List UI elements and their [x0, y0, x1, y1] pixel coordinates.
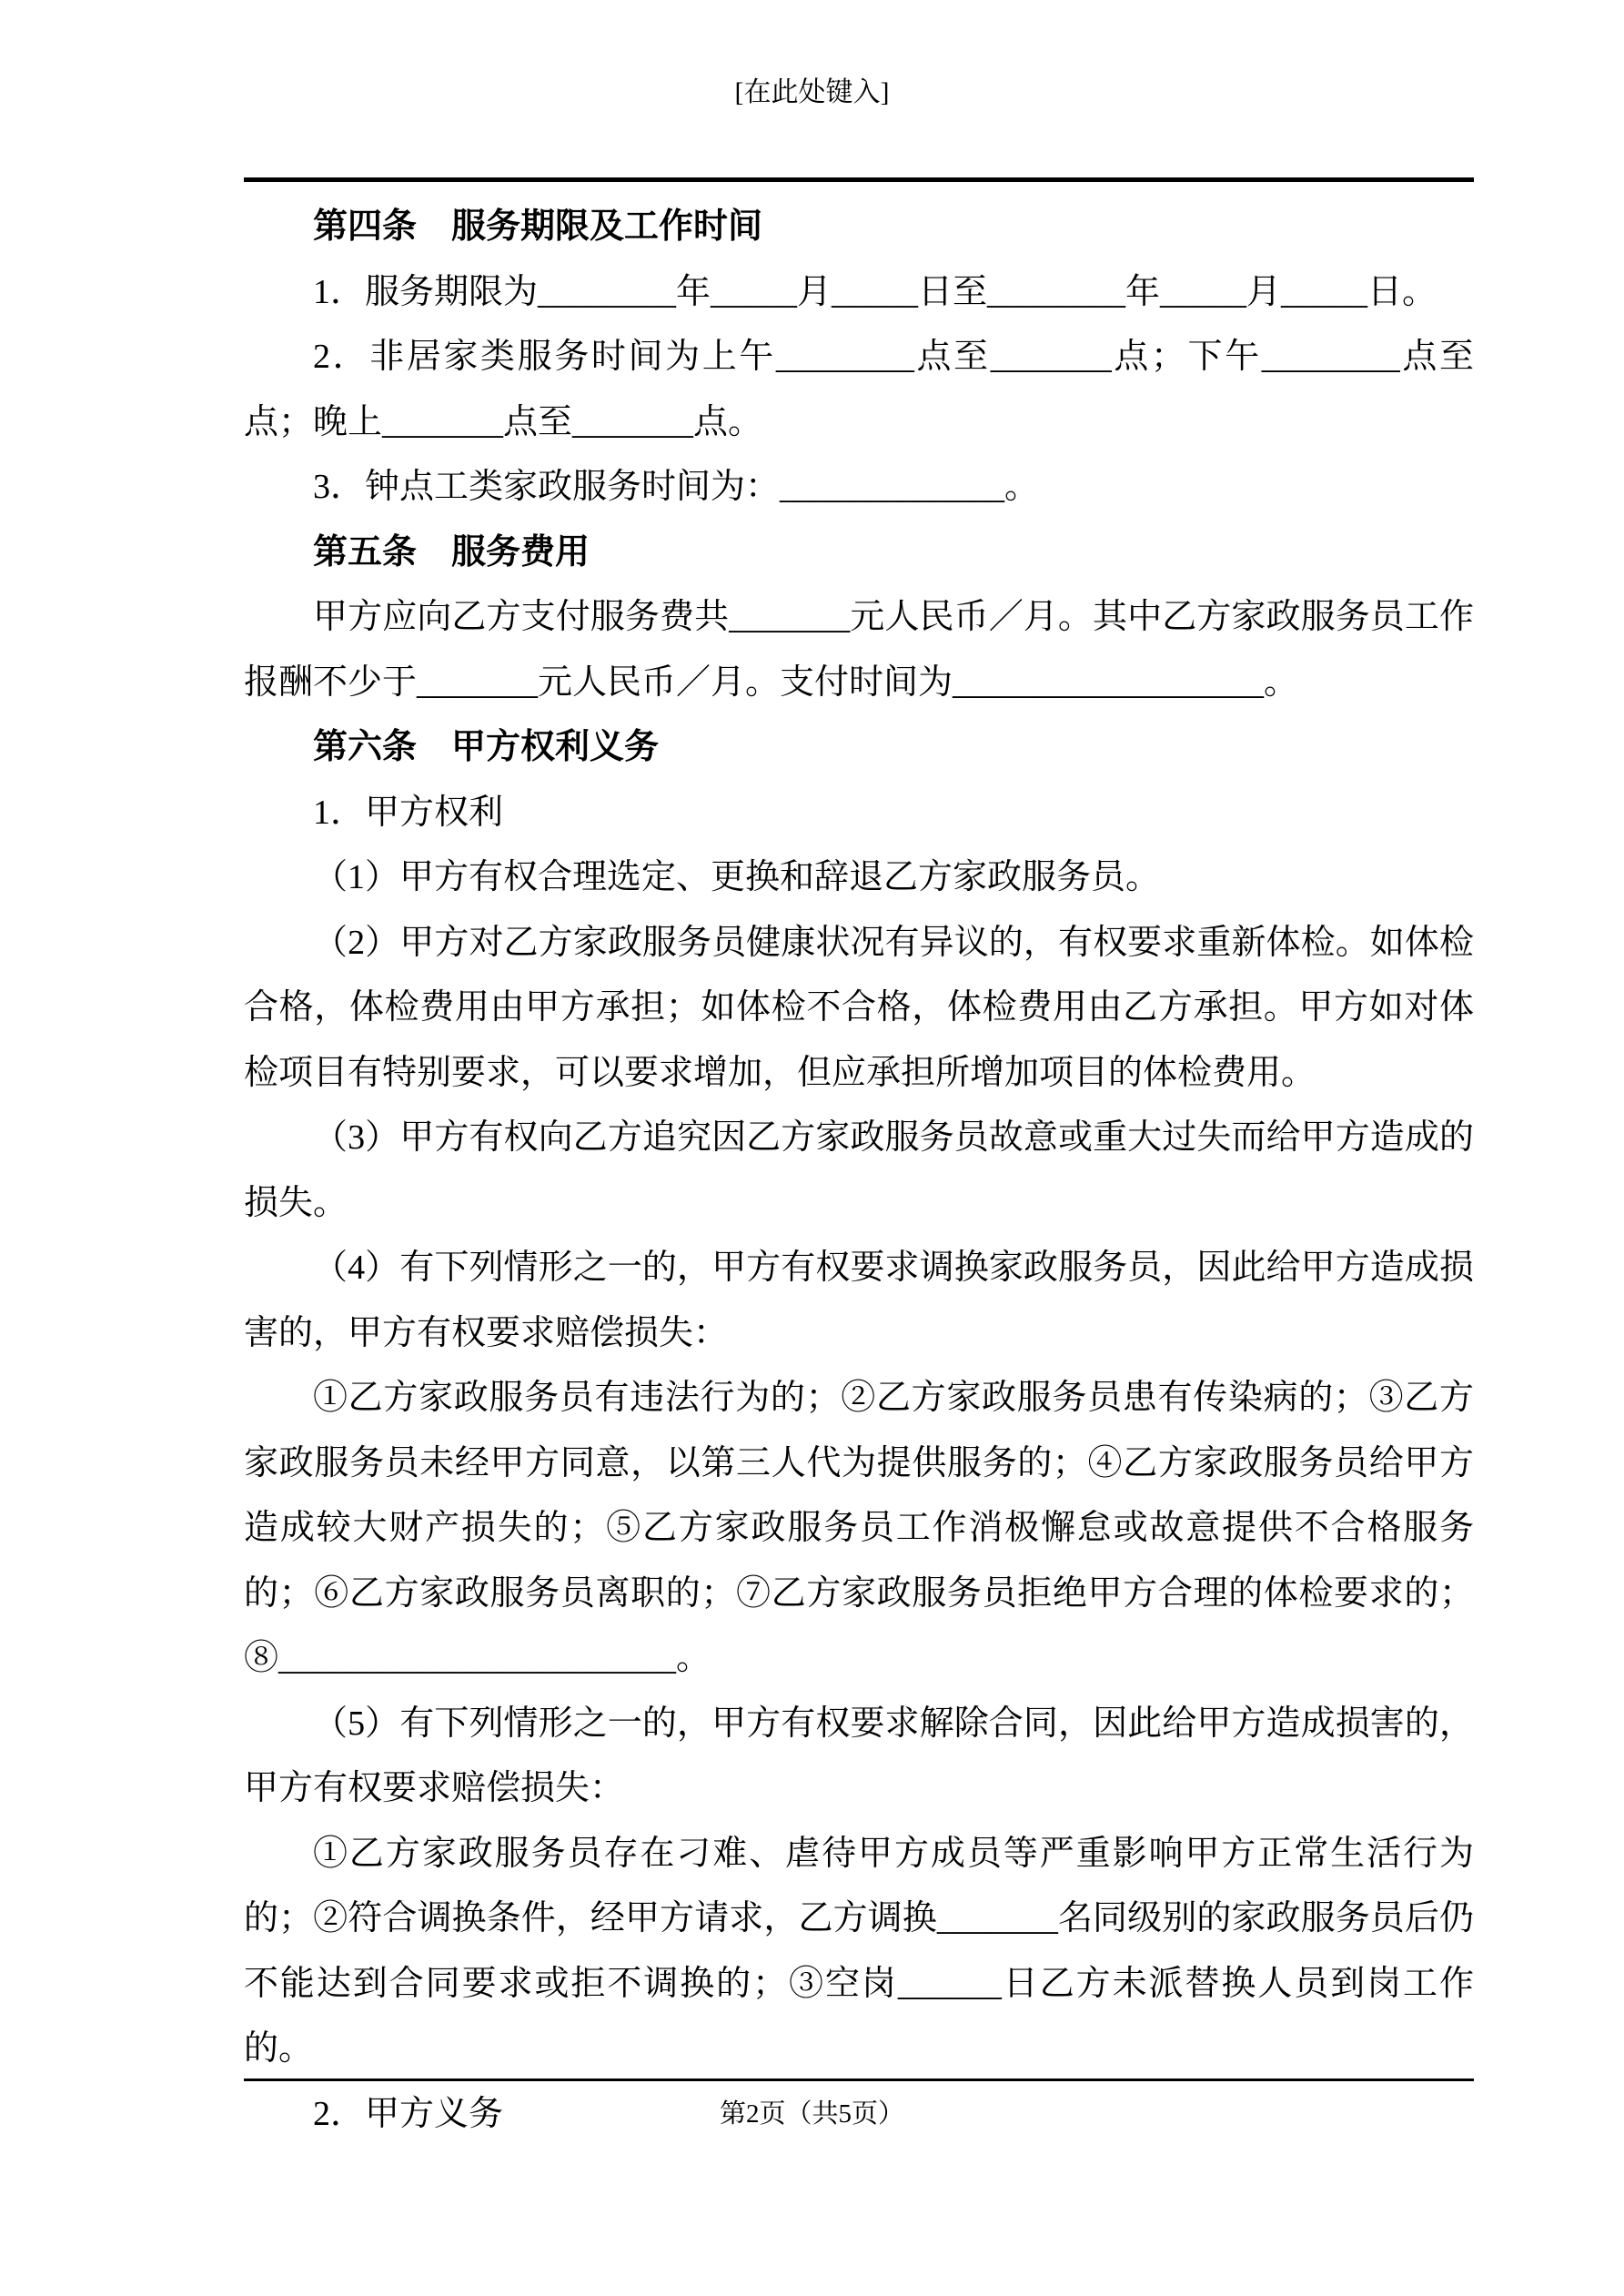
clause-right-3: （3）甲方有权向乙方追究因乙方家政服务员故意或重大过失而给甲方造成的损失。 — [244, 1118, 1474, 1222]
clause-right-4: （4）有下列情形之一的，甲方有权要求调换家政服务员，因此给甲方造成损害的，甲方有权要求赔偿损失： — [244, 1249, 1474, 1352]
clause-right-2: （2）甲方对乙方家政服务员健康状况有异议的，有权要求重新体检。如体检合格，体检费用由甲方承担；如体检不合格，体检费用由乙方承担。甲方如对体检项目有特别要求，可以要求增加，但应承担所增加项目的体检费用。 — [244, 923, 1474, 1092]
clause-non-livein-hours: 2．非居家类服务时间为上午________点至_______点；下午________点至点；晚上_______点至_______点。 — [244, 338, 1474, 441]
article-6-heading: 第六条 甲方权利义务 — [313, 728, 660, 766]
clause-right-5: （5）有下列情形之一的，甲方有权要求解除合同，因此给甲方造成损害的，甲方有权要求赔偿损失： — [244, 1704, 1474, 1807]
article-4-heading: 第四条 服务期限及工作时间 — [313, 207, 763, 246]
document-body — [244, 195, 1474, 2147]
clause-party-a-rights-title: 1．甲方权利 — [313, 793, 504, 832]
article-5-heading: 第五条 服务费用 — [313, 532, 590, 571]
clause-right-5-items: ①乙方家政服务员存在刁难、虐待甲方成员等严重影响甲方正常生活行为的；②符合调换条件，经甲方请求，乙方调换_______名同级别的家政服务员后仍不能达到合同要求或拒不调换的；③空岗______日乙方未派替换人员到岗工作的。 — [244, 1834, 1474, 2068]
header-rule — [244, 177, 1474, 182]
clause-service-period: 1．服务期限为________年_____月_____日至________年_____月_____日。 — [313, 272, 1437, 311]
clause-right-1: （1）甲方有权合理选定、更换和辞退乙方家政服务员。 — [313, 858, 1161, 896]
clause-service-fee: 甲方应向乙方支付服务费共_______元人民币／月。其中乙方家政服务员工作报酬不少于_______元人民币／月。支付时间为__________________。 — [244, 598, 1474, 702]
clause-hourly-service-time: 3．钟点工类家政服务时间为：_____________。 — [313, 468, 1040, 506]
page-number: 第2页（共5页） — [719, 2099, 904, 2129]
clause-party-a-duties-title: 2．甲方义务 — [313, 2094, 504, 2133]
header-type-here-placeholder: [在此处键入] — [734, 77, 890, 107]
clause-right-4-items: ①乙方家政服务员有违法行为的；②乙方家政服务员患有传染病的；③乙方家政服务员未经甲方同意，以第三人代为提供服务的；④乙方家政服务员给甲方造成较大财产损失的；⑤乙方家政服务员工作消极懈怠或故意提供不合格服务的；⑥乙方家政服务员离职的；⑦乙方家政服务员拒绝甲方合理的体检要求的；⑧_______________________。 — [244, 1379, 1474, 1677]
footer-rule — [244, 2079, 1474, 2081]
